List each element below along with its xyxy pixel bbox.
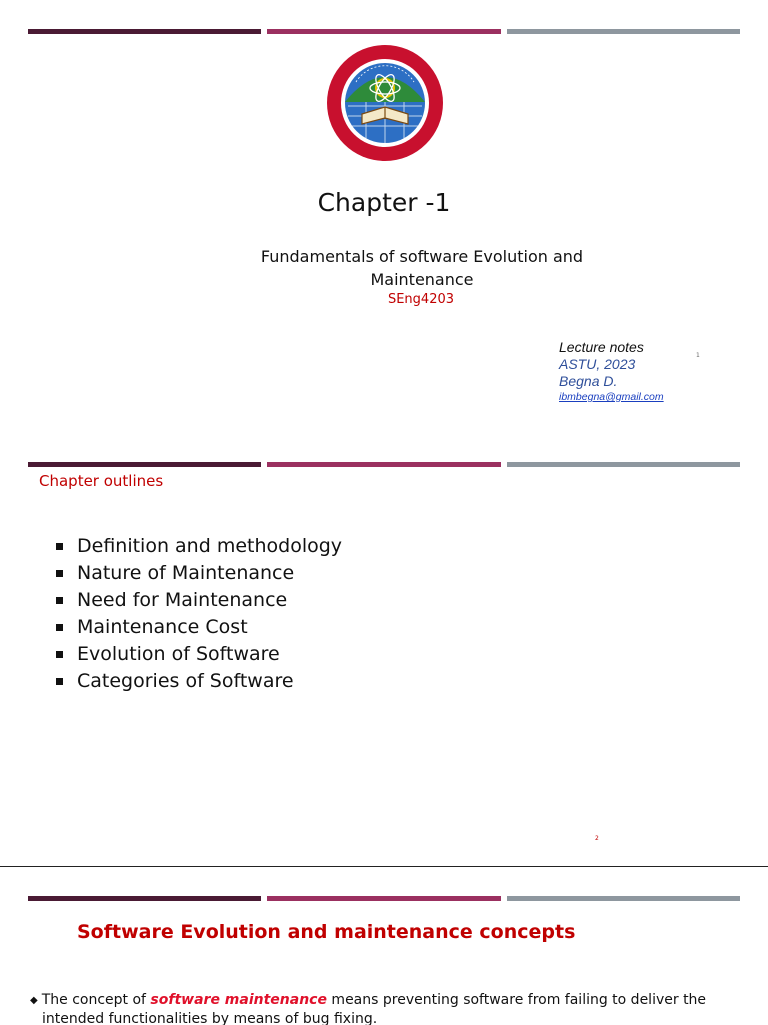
- outline-title: Chapter outlines: [39, 472, 164, 490]
- header-bar-mid: [267, 462, 500, 467]
- header-bars: [28, 29, 740, 34]
- slide-gap: [0, 850, 768, 866]
- subtitle-line-2: Maintenance: [370, 270, 474, 289]
- header-bar-dark: [28, 896, 261, 901]
- header-bars: [28, 462, 740, 467]
- bullet-square-icon: [56, 570, 63, 577]
- header-bars: [28, 896, 740, 901]
- list-item: Nature of Maintenance: [56, 560, 342, 587]
- slide-gap: [0, 430, 768, 455]
- outline-list: [56, 533, 342, 695]
- header-bar-mid: [267, 896, 500, 901]
- list-item: Need for Maintenance: [56, 587, 342, 614]
- slide-outline: [0, 455, 768, 850]
- page-number: 1: [696, 352, 700, 359]
- bullet-square-icon: [56, 651, 63, 658]
- course-code: SEng4203: [387, 292, 455, 307]
- highlight-term: software maintenance: [150, 992, 327, 1008]
- concept-paragraph: ◆ The concept of software maintenance means preventing software from failing to deliver the intended functionalities by means of bug fixing.: [30, 992, 707, 1025]
- header-bar-mid: [267, 29, 500, 34]
- slide-concepts: [0, 866, 768, 1025]
- slide-title: [0, 0, 768, 430]
- list-item: Maintenance Cost: [56, 614, 342, 641]
- bullet-square-icon: [56, 543, 63, 550]
- list-item: Definition and methodology: [56, 533, 342, 560]
- diamond-bullet-icon: ◆: [30, 995, 38, 1006]
- bullet-square-icon: [56, 624, 63, 631]
- header-bar-gray: [507, 29, 740, 34]
- notes-line-3: Begna D.: [559, 373, 618, 389]
- author-email-link[interactable]: ibmbegna@gmail.com: [559, 391, 664, 403]
- list-item: Evolution of Software: [56, 641, 342, 668]
- lecture-notes-block: [559, 339, 664, 405]
- concepts-title: Software Evolution and maintenance concepts: [77, 921, 576, 943]
- notes-line-1: Lecture notes: [559, 339, 644, 355]
- header-bar-gray: [507, 896, 740, 901]
- chapter-subtitle: [234, 245, 610, 291]
- page-number: 2: [595, 835, 599, 842]
- notes-line-2: ASTU, 2023: [559, 356, 636, 372]
- header-bar-dark: [28, 462, 261, 467]
- subtitle-line-1: Fundamentals of software Evolution and: [260, 247, 584, 266]
- header-bar-gray: [507, 462, 740, 467]
- university-logo: [326, 44, 444, 162]
- list-item: Categories of Software: [56, 668, 342, 695]
- bullet-square-icon: [56, 678, 63, 685]
- bullet-square-icon: [56, 597, 63, 604]
- header-bar-dark: [28, 29, 261, 34]
- chapter-title: Chapter -1: [317, 188, 451, 217]
